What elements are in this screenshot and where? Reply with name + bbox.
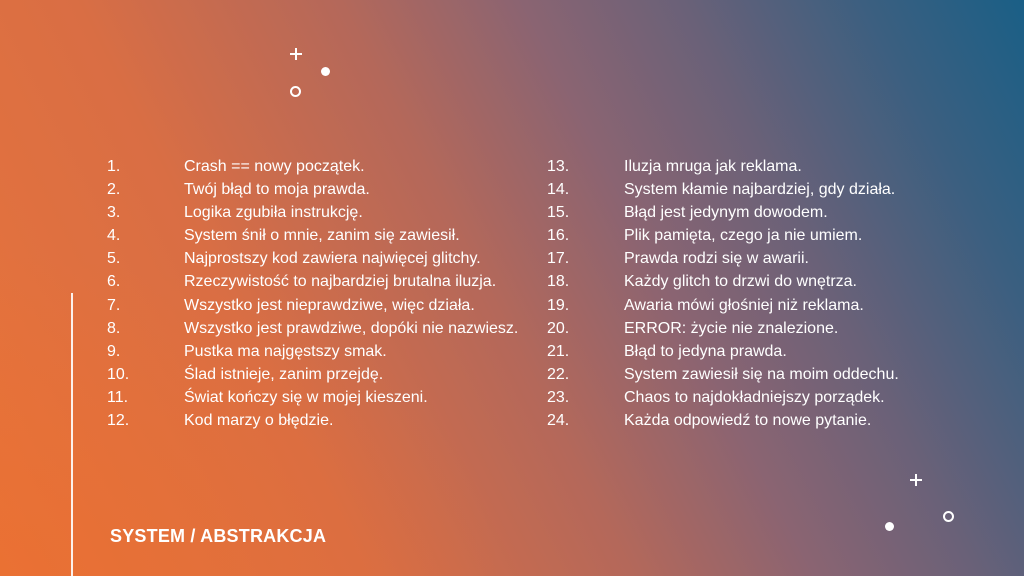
section-footer-label: SYSTEM / ABSTRAKCJA [110, 526, 327, 546]
list-item-text: Każdy glitch to drzwi do wnętrza. [624, 273, 857, 291]
list-item [107, 247, 518, 270]
list-item-number: 18. [547, 273, 570, 291]
list-item-number: 21. [547, 342, 570, 360]
list-item-text: Kod marzy o błędzie. [184, 412, 334, 430]
dot-icon [321, 67, 330, 76]
list-item-number: 10. [107, 365, 130, 383]
list-item-number: 11. [107, 388, 129, 406]
list-item [547, 155, 899, 178]
list-item [547, 247, 899, 270]
list-item [547, 317, 899, 340]
plus-icon [290, 48, 302, 60]
list-item-number: 16. [547, 227, 570, 245]
list-item-text: ERROR: życie nie znalezione. [624, 319, 839, 337]
list-item-text: Każda odpowiedź to nowe pytanie. [624, 412, 872, 430]
list-item-text: Prawda rodzi się w awarii. [624, 250, 809, 268]
list-item-text: Błąd to jedyna prawda. [624, 342, 787, 360]
list-item-number: 14. [547, 181, 570, 199]
list-item-number: 13. [547, 158, 570, 175]
ring-icon [943, 511, 954, 522]
list-item [547, 201, 899, 224]
dot-icon [885, 522, 894, 531]
list-item [107, 409, 518, 432]
list-item-text: Ślad istnieje, zanim przejdę. [184, 365, 384, 383]
list-item-text: Najprostszy kod zawiera najwięcej glitchy. [184, 250, 481, 268]
list-item-text: Iluzja mruga jak reklama. [624, 158, 802, 175]
list-item-text: Crash == nowy początek. [184, 158, 365, 175]
plus-icon [910, 474, 922, 486]
list-item [107, 224, 518, 247]
list-item-number: 4. [107, 227, 121, 245]
list-item-text: Błąd jest jedynym dowodem. [624, 204, 828, 222]
list-item-number: 7. [107, 296, 121, 314]
list-item-text: Świat kończy się w mojej kieszeni. [184, 388, 428, 406]
ring-icon [290, 86, 301, 97]
list-item-number: 8. [107, 319, 121, 337]
list-item-text: Twój błąd to moja prawda. [184, 181, 370, 199]
list-item-text: System śnił o mnie, zanim się zawiesił. [184, 227, 460, 245]
list-item [547, 270, 899, 293]
list-item-text: Plik pamięta, czego ja nie umiem. [624, 227, 863, 245]
list-item [547, 294, 899, 317]
list-item-text: Wszystko jest nieprawdziwe, więc działa. [184, 296, 475, 314]
list-item [547, 178, 899, 201]
list-item-number: 15. [547, 204, 570, 222]
list-item-number: 22. [547, 365, 570, 383]
list-item-text: Wszystko jest prawdziwe, dopóki nie nazwiesz. [184, 319, 519, 337]
list-item [107, 294, 518, 317]
list-item-number: 23. [547, 388, 570, 406]
list-item-number: 17. [547, 250, 570, 268]
list-item-number: 3. [107, 204, 121, 222]
list-item-text: System zawiesił się na moim oddechu. [624, 365, 899, 383]
aphorism-list-right [547, 155, 899, 432]
list-item-number: 5. [107, 250, 121, 268]
list-item [547, 363, 899, 386]
list-item [547, 409, 899, 432]
list-item-number: 9. [107, 342, 121, 360]
list-item-text: Chaos to najdokładniejszy porządek. [624, 388, 885, 406]
list-item-text: Pustka ma najgęstszy smak. [184, 342, 387, 360]
list-item [547, 386, 899, 409]
vertical-divider-line [71, 293, 73, 576]
list-item [107, 178, 518, 201]
list-item [107, 340, 518, 363]
list-item [547, 224, 899, 247]
aphorism-list-left [107, 155, 518, 432]
list-item-text: Logika zgubiła instrukcję. [184, 204, 363, 222]
list-item-text: System kłamie najbardziej, gdy działa. [624, 181, 896, 199]
list-item [547, 340, 899, 363]
list-item-number: 24. [547, 412, 570, 430]
list-item-number: 1. [107, 158, 121, 175]
list-item [107, 201, 518, 224]
list-item [107, 155, 518, 178]
list-item-number: 6. [107, 273, 121, 291]
list-item [107, 270, 518, 293]
list-item-number: 2. [107, 181, 121, 199]
list-item-text: Rzeczywistość to najbardziej brutalna iluzja. [184, 273, 497, 291]
list-item-number: 20. [547, 319, 570, 337]
list-item [107, 363, 518, 386]
list-item-number: 19. [547, 296, 570, 314]
list-item [107, 317, 518, 340]
list-item-text: Awaria mówi głośniej niż reklama. [624, 296, 864, 314]
list-item-number: 12. [107, 412, 130, 430]
list-item [107, 386, 518, 409]
